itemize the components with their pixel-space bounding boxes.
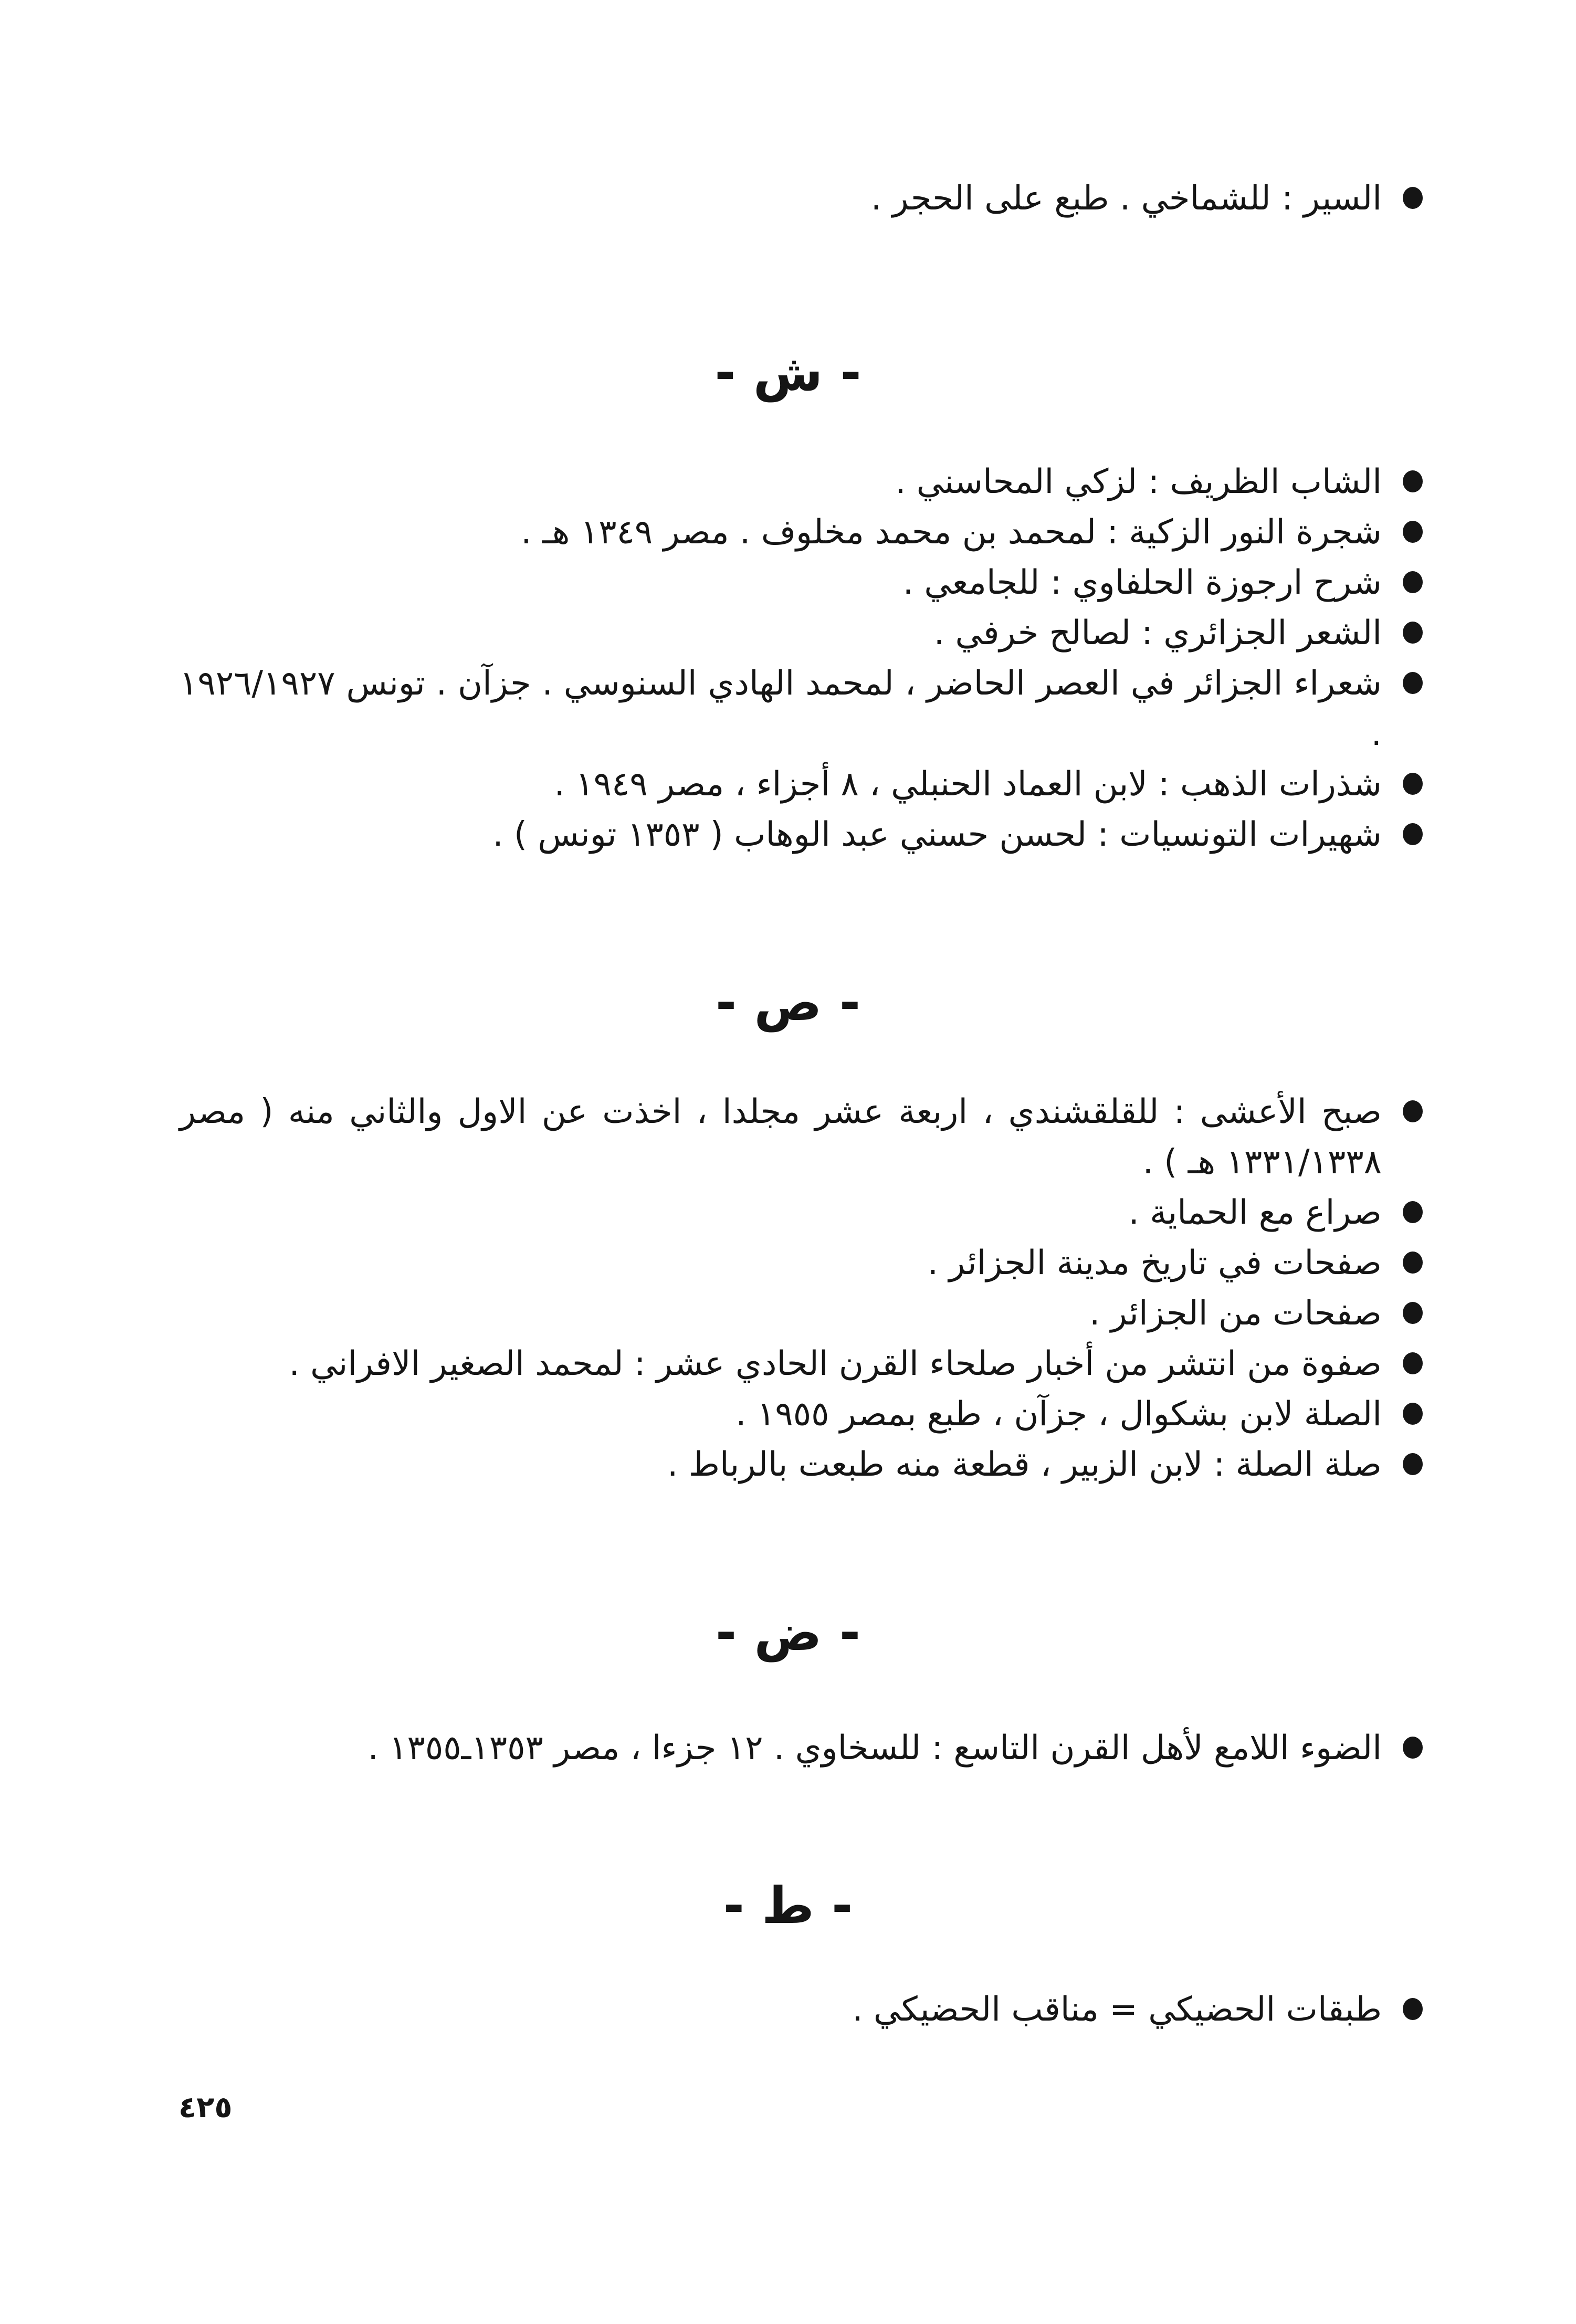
bibliography-entry	[736, 1389, 1382, 1439]
bullet-icon	[1403, 1302, 1423, 1324]
entry-text: طبقات الحضيكي = مناقب الحضيكي .	[852, 1990, 1382, 2029]
bibliography-entry	[521, 507, 1382, 558]
bullet-icon	[1403, 521, 1423, 543]
entry-text: صبح الأعشى : للقلقشندي ، اربعة عشر مجلدا ، اخذت عن الاول والثاني منه ( مصر ١٣٣١/١٣٣٨ هـ ) .	[180, 1092, 1382, 1182]
section-heading-dad: - ض -	[716, 1603, 860, 1662]
bullet-icon	[1403, 1453, 1423, 1475]
bibliography-entry	[367, 1723, 1382, 1773]
bullet-icon	[1403, 773, 1423, 795]
bullet-icon	[1403, 1737, 1423, 1759]
bibliography-entry	[492, 809, 1382, 860]
bibliography-entry	[928, 1238, 1382, 1288]
bullet-icon	[1403, 1201, 1423, 1223]
bibliography-entry	[180, 1087, 1382, 1187]
bibliography-entry	[1089, 1288, 1382, 1339]
bullet-icon	[1403, 1352, 1423, 1374]
entry-text: شهيرات التونسيات : لحسن حسني عبد الوهاب ( ١٣٥٣ تونس ) .	[492, 815, 1382, 854]
entry-text: صفحات من الجزائر .	[1089, 1294, 1382, 1333]
bibliography-entry	[667, 1439, 1382, 1490]
page-number: ٤٢٥	[178, 2090, 233, 2125]
entry-text: الشعر الجزائري : لصالح خرفي .	[933, 614, 1382, 653]
bullet-icon	[1403, 470, 1423, 492]
entry-text: صراع مع الحماية .	[1128, 1193, 1382, 1232]
bibliography-entry	[852, 1984, 1382, 2035]
bibliography-entry	[1128, 1187, 1382, 1238]
bibliography-entry	[871, 173, 1382, 224]
entry-text: شجرة النور الزكية : لمحمد بن محمد مخلوف . مصر ١٣٤٩ هـ .	[521, 513, 1382, 552]
entry-text: السير : للشماخي . طبع على الحجر .	[870, 179, 1382, 218]
entry-text: صفحات في تاريخ مدينة الجزائر .	[927, 1244, 1382, 1282]
entry-text: شعراء الجزائر في العصر الحاضر ، لمحمد الهادي السنوسي . جزآن . تونس ١٩٢٦/١٩٢٧ .	[180, 664, 1382, 753]
bibliography-entry	[180, 658, 1382, 759]
section-heading-ta: - ط -	[723, 1876, 853, 1935]
entry-text: الضوء اللامع لأهل القرن التاسع : للسخاوي . ١٢ جزءا ، مصر ١٣٥٣ـ١٣٥٥ .	[367, 1729, 1382, 1768]
entry-text: شرح ارجوزة الحلفاوي : للجامعي .	[902, 563, 1382, 602]
section-heading-shin: - ش -	[715, 343, 861, 402]
entry-text: الشاب الظريف : لزكي المحاسني .	[895, 462, 1382, 501]
bullet-icon	[1403, 672, 1423, 694]
entry-text: صفوة من انتشر من أخبار صلحاء القرن الحادي عشر : لمحمد الصغير الافراني .	[289, 1344, 1382, 1383]
bibliography-entry	[903, 558, 1382, 608]
bullet-icon	[1403, 1403, 1423, 1425]
bullet-icon	[1403, 1100, 1423, 1122]
entry-text: الصلة لابن بشكوال ، جزآن ، طبع بمصر ١٩٥٥ .	[736, 1395, 1382, 1434]
bullet-icon	[1403, 823, 1423, 845]
bullet-icon	[1403, 1252, 1423, 1274]
bullet-icon	[1403, 622, 1423, 644]
section-heading-sad: - ص -	[716, 973, 860, 1032]
bullet-icon	[1403, 1998, 1423, 2020]
bibliography-entry	[895, 457, 1382, 507]
entry-text: صلة الصلة : لابن الزبير ، قطعة منه طبعت بالرباط .	[667, 1445, 1382, 1484]
bibliography-entry	[934, 608, 1382, 658]
bullet-icon	[1403, 571, 1423, 593]
bullet-icon	[1403, 187, 1423, 209]
entry-text: شذرات الذهب : لابن العماد الحنبلي ، ٨ أجزاء ، مصر ١٩٤٩ .	[554, 765, 1382, 804]
bibliography-entry	[554, 759, 1382, 809]
bibliography-entry	[289, 1339, 1382, 1389]
